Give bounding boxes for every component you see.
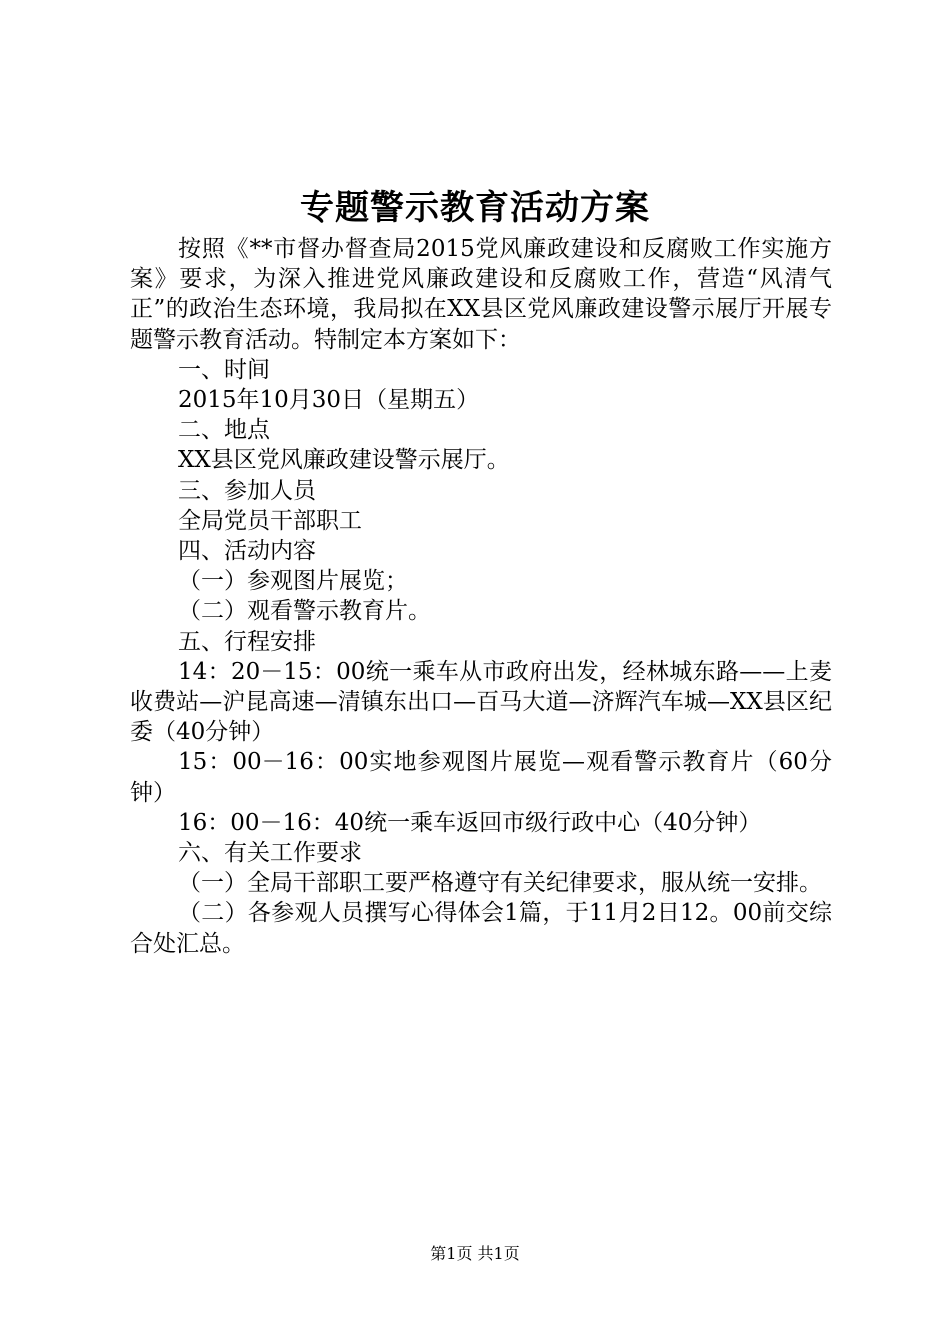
- section-heading-location: 二、地点: [178, 417, 270, 444]
- page-footer: 第1页 共1页: [430, 1244, 520, 1263]
- schedule-item-3: 16：00－16：40统一乘车返回市级行政中心（40分钟）: [178, 809, 762, 836]
- section-heading-participants: 三、参加人员: [178, 477, 316, 504]
- location-value: XX县区党风廉政建设警示展厅。: [178, 447, 510, 474]
- schedule-item-1: 14：20－15：00统一乘车从市政府出发，经林城东路——上麦收费站—沪昆高速—清镇东出口—百马大道—济辉汽车城—XX县区纪委（40分钟）: [130, 658, 832, 746]
- content-item-1: （一）参观图片展览；: [178, 568, 408, 595]
- document-body: [130, 234, 832, 959]
- schedule-item-2: 15：00－16：00实地参观图片展览—观看警示教育片（60分钟）: [130, 749, 832, 806]
- time-value: 2015年10月30日（星期五）: [178, 387, 480, 414]
- section-heading-time: 一、时间: [178, 356, 270, 383]
- section-heading-content: 四、活动内容: [178, 538, 316, 565]
- intro-paragraph: 按照《**市督办督查局2015党风廉政建设和反腐败工作实施方案》要求，为深入推进党风廉政建设和反腐败工作，营造“风清气正”的政治生态环境，我局拟在XX县区党风廉政建设警示展厅开展专题警示教育活动。特制定本方案如下：: [130, 236, 832, 353]
- participants-value: 全局党员干部职工: [178, 507, 362, 534]
- section-heading-requirements: 六、有关工作要求: [178, 840, 362, 867]
- content-item-2: （二）观看警示教育片。: [178, 598, 431, 625]
- requirement-item-1: （一）全局干部职工要严格遵守有关纪律要求，服从统一安排。: [178, 870, 822, 897]
- section-heading-schedule: 五、行程安排: [178, 628, 316, 655]
- requirement-item-2: （二）各参观人员撰写心得体会1篇，于11月2日12。00前交综合处汇总。: [130, 900, 832, 957]
- document-title: 专题警示教育活动方案: [300, 188, 650, 228]
